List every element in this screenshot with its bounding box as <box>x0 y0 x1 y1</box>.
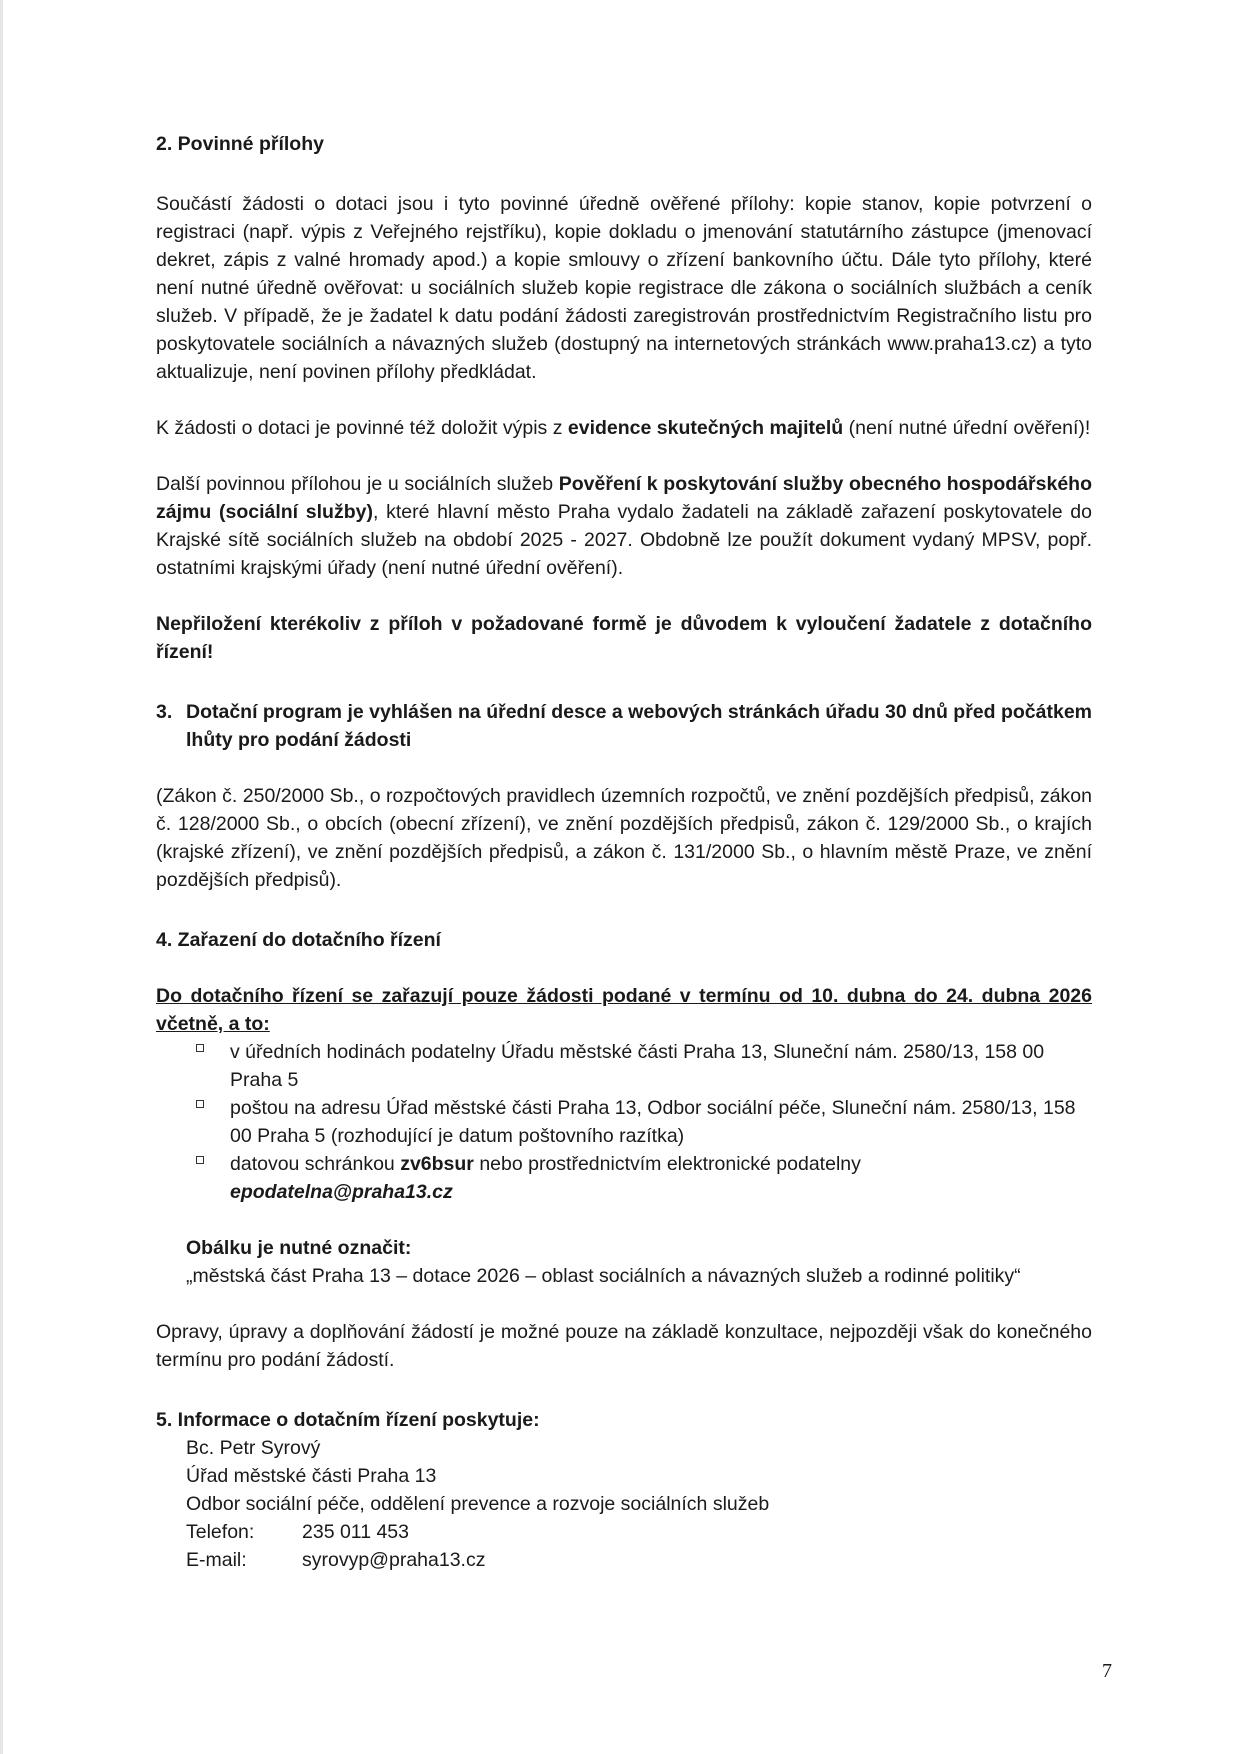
section-2-heading: 2. Povinné přílohy <box>156 133 324 155</box>
text-run: Další povinnou přílohou je u sociálních služeb <box>156 473 559 495</box>
phone-value: 235 011 453 <box>302 1521 409 1543</box>
list-item <box>156 1038 1092 1094</box>
text-run: K žádosti o dotaci je povinné též doložit výpis z <box>156 417 568 439</box>
envelope-label: Obálku je nutné označit: <box>186 1237 412 1259</box>
bold-text-run: evidence skutečných majitelů <box>567 417 844 439</box>
text-run: , které hlavní město Praha vydalo žadateli na základě zařazení poskytovatele do Krajské sítě sociálních služeb na období 2025 - 2027. Obdobně lze použít dokument vydaný MPSV, popř. ostatními krajskými úřady (není nutné úřední ověření). <box>156 501 1092 579</box>
corrections-paragraph: Opravy, úpravy a doplňování žádostí je možné pouze na základě konzultace, nejpozději však do konečného termínu pro podání žádostí. <box>156 1321 1092 1371</box>
envelope-text: „městská část Praha 13 – dotace 2026 – oblast sociálních a návazných služeb a rodinné politiky“ <box>186 1265 1021 1287</box>
contact-email-row <box>186 1546 1092 1574</box>
list-item-text: datovou schránkou <box>230 1153 401 1175</box>
section-4-intro: Do dotačního řízení se zařazují pouze žádosti podané v termínu od 10. dubna do 24. dubna 2026 včetně, a to: <box>156 985 1092 1035</box>
databox-id: zv6bsur <box>400 1153 474 1175</box>
contact-block <box>156 1434 1092 1574</box>
section-2-paragraph-2 <box>156 414 1092 442</box>
list-item-text: poštou na adresu Úřad městské části Praha 13, Odbor sociální péče, Sluneční nám. 2580/13, 158 00 Praha 5 (rozhodující je datum poštovního razítka) <box>230 1097 1076 1147</box>
section-2-paragraph-1: Součástí žádosti o dotaci jsou i tyto povinné úředně ověřené přílohy: kopie stanov, kopie potvrzení o registraci (např. výpis z Veřejného rejstříku), kopie dokladu o jmenování statutárního zástupce (jmenovací dekret, zápis z valné hromady apod.) a kopie smlouvy o zřízení bankovního účtu. Dále tyto přílohy, které není nutné úředně ověřovat: u sociálních služeb kopie registrace dle zákona o sociálních službách a ceník služeb. V případě, že je žadatel k datu podání žádosti zaregistrován prostřednictvím Registračního listu pro poskytovatele sociálních a návazných služeb (dostupný na internetových stránkách www.praha13.cz) a tyto aktualizuje, není povinen přílohy předkládat. <box>156 193 1092 383</box>
section-3-number: 3. <box>156 701 173 723</box>
section-3-paragraph: (Zákon č. 250/2000 Sb., o rozpočtových pravidlech územních rozpočtů, ve znění pozdějších předpisů, zákon č. 128/2000 Sb., o obcích (obecní zřízení), ve znění pozdějších předpisů, zákon č. 129/2000 Sb., o krajích (krajské zřízení), ve znění pozdějších předpisů, a zákon č. 131/2000 Sb., o hlavním městě Praze, ve znění pozdějších předpisů). <box>156 785 1092 891</box>
list-item-text: nebo prostřednictvím elektronické podatelny <box>473 1153 861 1175</box>
submission-methods-list <box>156 1038 1092 1206</box>
page-number: 7 <box>1102 1660 1112 1682</box>
contact-office: Úřad městské části Praha 13 <box>186 1465 437 1487</box>
section-5-heading: 5. Informace o dotačním řízení poskytuje: <box>156 1409 540 1431</box>
contact-name: Bc. Petr Syrový <box>186 1437 321 1459</box>
bold-text-run: Pověření k poskytování služby obecného hospodářského zájmu (sociální služby) <box>156 473 1092 523</box>
email-value[interactable]: syrovyp@praha13.cz <box>302 1549 486 1571</box>
square-bullet-icon <box>196 1156 204 1164</box>
section-3-heading-text: Dotační program je vyhlášen na úřední desce a webových stránkách úřadu 30 dnů před počátkem lhůty pro podání žádosti <box>186 701 1092 751</box>
list-item <box>156 1094 1092 1150</box>
phone-label: Telefon: <box>186 1521 255 1543</box>
section-4-heading: 4. Zařazení do dotačního řízení <box>156 929 441 951</box>
email-label: E-mail: <box>186 1549 247 1571</box>
contact-department: Odbor sociální péče, oddělení prevence a rozvoje sociálních služeb <box>186 1493 770 1515</box>
page-content <box>156 130 1092 1574</box>
text-run: (není nutné úřední ověření)! <box>843 417 1091 439</box>
section-3-heading <box>156 698 1092 754</box>
list-item-text: v úředních hodinách podatelny Úřadu městské části Praha 13, Sluneční nám. 2580/13, 158 00 Praha 5 <box>230 1041 1045 1091</box>
epodatelna-email-link[interactable]: epodatelna@praha13.cz <box>230 1181 453 1203</box>
list-item <box>156 1150 1092 1206</box>
scan-edge <box>0 0 3 1754</box>
square-bullet-icon <box>196 1100 204 1108</box>
contact-phone-row <box>186 1518 1092 1546</box>
envelope-block <box>156 1234 1092 1290</box>
section-2-warning: Nepřiložení kterékoliv z příloh v požadované formě je důvodem k vyloučení žadatele z dotačního řízení! <box>156 613 1092 663</box>
square-bullet-icon <box>196 1044 204 1052</box>
section-2-paragraph-3 <box>156 470 1092 582</box>
